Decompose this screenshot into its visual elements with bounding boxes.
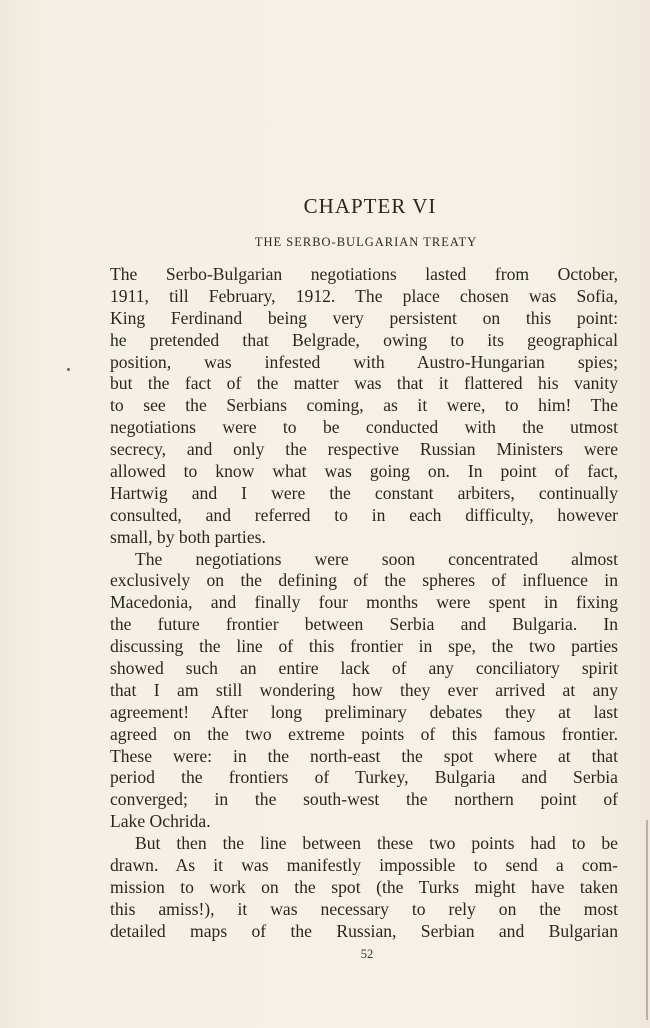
text-line: converged; in the south-west the northern point of — [110, 789, 618, 810]
text-line: The negotiations were soon concentrated almost — [135, 548, 618, 569]
text-line: the future frontier between Serbia and Bulgaria. In — [110, 614, 618, 635]
text-line: he pretended that Belgrade, owing to its geographical — [110, 329, 618, 350]
text-line: Hartwig and I were the constant arbiters, continually — [110, 482, 618, 503]
text-line: The Serbo-Bulgarian negotiations lasted from October, — [110, 264, 618, 284]
text-line: But then the line between these two points had to be — [135, 833, 618, 854]
text-line: negotiations were to be conducted with the utmost — [110, 417, 618, 438]
text-line: period the frontiers of Turkey, Bulgaria and Serbia — [110, 767, 618, 788]
text-line: detailed maps of the Russian, Serbian and Bulgarian — [110, 920, 618, 941]
text-line: agreed on the two extreme points of this famous frontier. — [110, 723, 618, 744]
text-line: exclusively on the defining of the spheres of influence in — [110, 570, 618, 591]
chapter-title: CHAPTER VI — [303, 194, 437, 218]
text-line: discussing the line of this frontier in spe, the two parties — [110, 636, 618, 657]
text-line: but the fact of the matter was that it flattered his vanity — [110, 373, 618, 394]
page-number: 52 — [360, 947, 374, 961]
margin-mark — [67, 368, 70, 371]
text-line: to see the Serbians coming, as it were, to him! The — [110, 395, 618, 416]
text-line: Lake Ochrida. — [110, 811, 211, 832]
text-line: King Ferdinand being very persistent on this point: — [110, 307, 618, 328]
page-edge-shadow — [646, 820, 648, 1020]
text-line: position, was infested with Austro-Hungarian spies; — [110, 351, 618, 372]
text-line: These were: in the north-east the spot where at that — [110, 745, 618, 766]
text-line: allowed to know what was going on. In point of fact, — [110, 461, 618, 482]
text-line: mission to work on the spot (the Turks might have taken — [110, 876, 618, 897]
body-text — [110, 264, 618, 943]
chapter-subtitle: THE SERBO-BULGARIAN TREATY — [254, 235, 478, 249]
text-line: Macedonia, and finally four months were spent in fixing — [110, 592, 618, 613]
text-line: 1911, till February, 1912. The place chosen was Sofia, — [110, 285, 618, 306]
text-line: consulted, and referred to in each difficulty, however — [110, 504, 618, 525]
text-line: that I am still wondering how they ever arrived at any — [110, 679, 618, 700]
text-line: agreement! After long preliminary debates they at last — [110, 701, 618, 722]
text-line: drawn. As it was manifestly impossible to send a com- — [110, 855, 618, 876]
text-line: small, by both parties. — [110, 526, 266, 547]
text-line: this amiss!), it was necessary to rely on the most — [110, 898, 618, 919]
text-line: secrecy, and only the respective Russian Ministers were — [110, 439, 618, 460]
text-line: showed such an entire lack of any conciliatory spirit — [110, 658, 618, 679]
